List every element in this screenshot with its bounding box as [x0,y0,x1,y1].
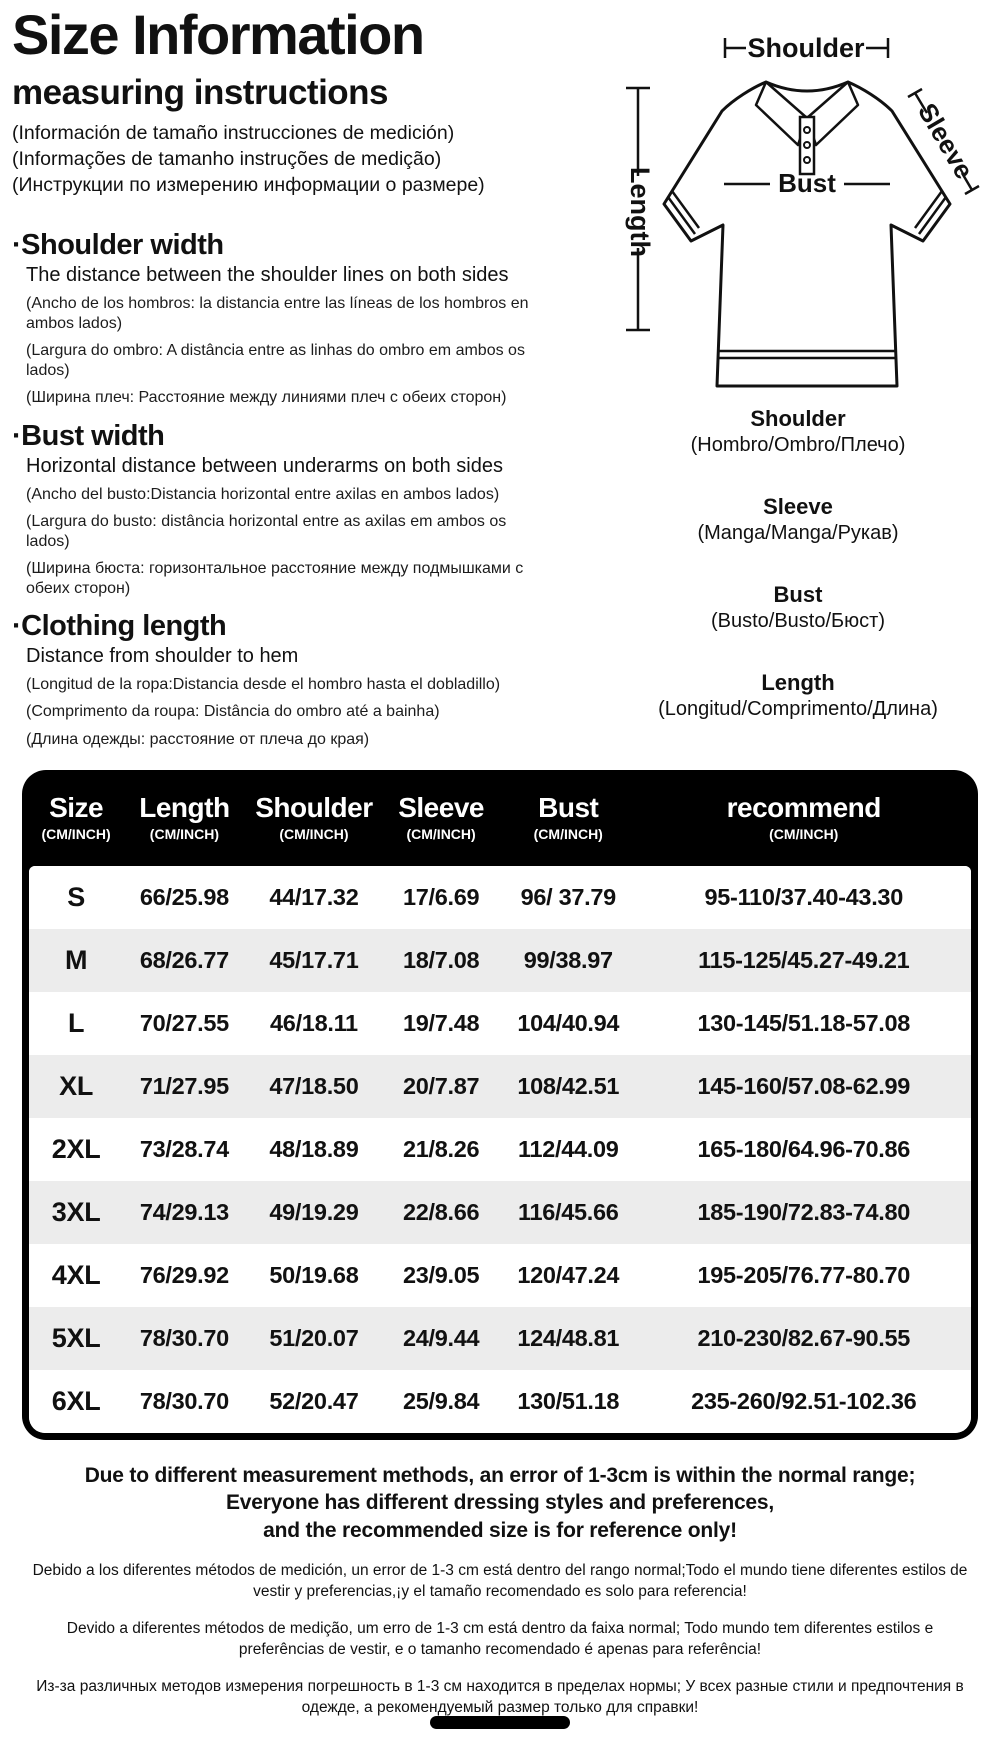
button-icon [804,127,810,133]
column-unit-note: (CM/INCH) [533,826,603,842]
value-cell: 21/8.26 [402,1136,480,1162]
value-cell: 130/51.18 [517,1388,620,1414]
value-cell: 104/40.94 [517,1010,620,1036]
legend-translation: (Manga/Manga/Рукав) [697,522,899,544]
value-cell: 130-145/51.18-57.08 [697,1010,910,1036]
subtitle-translation-ru: (Инструкции по измерению информации о размере) [12,174,485,197]
section-translation-ru: (Ширина бюста: горизонтальное расстояние между подмышками с обеих сторон) [26,559,524,598]
column-header-sleeve [382,794,500,842]
section-translation-ru: (Ширина плеч: Расстояние между линиями плеч с обеих сторон) [26,389,507,407]
value-cell: 95-110/37.40-43.30 [704,884,903,910]
value-cell: 74/29.13 [139,1199,229,1225]
value-cell: 73/28.74 [139,1136,229,1162]
legend-translation: (Busto/Busto/Бюст) [710,610,885,632]
size-cell: 3XL [51,1197,101,1227]
measurement-legend [560,406,1000,721]
value-cell: 145-160/57.08-62.99 [697,1073,910,1099]
legend-term: Length [761,670,835,695]
value-cell: 20/7.87 [402,1073,480,1099]
legend-term: Sleeve [763,494,833,519]
home-indicator-bar[interactable] [430,1716,570,1729]
table-row-2XL [29,1118,971,1181]
section-title: ·Shoulder width [12,228,224,261]
section-shoulder-width [12,228,546,409]
column-header-bust [500,794,637,842]
value-cell: 124/48.81 [517,1325,620,1351]
column-header-label: Length [139,792,230,823]
legend-bust [596,582,1000,633]
section-title: ·Clothing length [12,610,227,643]
value-cell: 116/45.66 [517,1199,619,1225]
size-cell: S [67,882,85,912]
column-unit-note: (CM/INCH) [769,826,839,842]
sleeve-label: Sleeve [912,97,980,185]
subtitle-translation-pt: (Informações de tamanho instruções de medição) [12,148,442,171]
table-row-3XL [29,1181,971,1244]
table-row-4XL [29,1244,971,1307]
section-title: ·Bust width [12,419,165,452]
value-cell: 23/9.05 [402,1262,480,1288]
button-icon [804,157,810,163]
value-cell: 51/20.07 [269,1325,359,1351]
column-header-label: Sleeve [398,792,484,823]
column-header-shoulder [246,794,383,842]
column-header-label: Shoulder [255,792,373,823]
section-translation-pt: (Largura do busto: distância horizontal entre as axilas em ambos os lados) [26,512,507,550]
value-cell: 165-180/64.96-70.86 [697,1136,910,1162]
section-translation-es: (Ancho del busto:Distancia horizontal entre axilas en ambos lados) [26,485,500,503]
value-cell: 47/18.50 [269,1073,359,1099]
length-label: Length [624,167,655,257]
column-unit-note: (CM/INCH) [149,826,220,842]
column-header-recommend [637,794,971,842]
column-header-size [29,794,123,842]
size-table [22,770,978,1440]
value-cell: 210-230/82.67-90.55 [697,1325,910,1351]
size-cell: M [64,945,88,975]
value-cell: 46/18.11 [270,1010,358,1036]
section-translation-pt: (Comprimento da roupa: Distância do ombro até a bainha) [26,703,440,721]
table-row-6XL [29,1370,971,1433]
value-cell: 76/29.92 [139,1262,229,1288]
value-cell: 49/19.29 [269,1199,359,1225]
section-clothing-length [12,612,546,749]
shoulder-label: Shoulder [747,33,865,63]
column-unit-note: (CM/INCH) [279,826,349,842]
section-bust-width [12,419,546,600]
column-header-length [123,794,245,842]
size-cell: XL [59,1071,94,1101]
value-cell: 78/30.70 [139,1388,229,1414]
table-row-M [29,929,971,992]
value-cell: 50/19.68 [269,1262,359,1288]
value-cell: 71/27.95 [139,1073,229,1099]
size-cell: L [67,1008,85,1038]
table-row-XL [29,1055,971,1118]
page-subtitle: measuring instructions [12,72,389,112]
section-translation-es: (Ancho de los hombros: la distancia entre las líneas de los hombros en ambos lados) [26,294,529,332]
size-cell: 2XL [51,1134,101,1164]
notice-spanish: Debido a los diferentes métodos de medición, un error de 1-3 cm está dentro del rango normal;Todo el mundo tiene diferentes estilos de vestir y preferencias,¡y el tamaño recomendado es solo para referencia! [32,1561,968,1600]
column-unit-note: (CM/INCH) [406,826,476,842]
notice-line: and the recommended size is for reference only! [263,1518,737,1542]
measuring-instructions-panel [12,3,546,757]
size-cell: 5XL [51,1323,101,1353]
section-description: The distance between the shoulder lines on both sides [26,263,509,286]
size-cell: 4XL [51,1260,101,1290]
notice-english [0,1462,1000,1544]
subtitle-translations [12,120,546,199]
value-cell: 68/26.77 [139,947,229,973]
value-cell: 112/44.09 [517,1136,619,1162]
value-cell: 24/9.44 [402,1325,480,1351]
button-icon [804,142,810,148]
subtitle-translation-es: (Información de tamaño instrucciones de medición) [12,121,455,144]
size-table-body [29,866,971,1433]
section-translation-pt: (Largura do ombro: A distância entre as linhas do ombro em ambos os lados) [26,342,525,380]
value-cell: 70/27.55 [139,1010,229,1036]
notice-portuguese: Devido a diferentes métodos de medição, um erro de 1-3 cm está dentro da faixa normal; Todo mundo tem diferentes estilos e preferências de vestir, e o tamanho recomendado é apenas para referência! [66,1620,934,1658]
column-header-label: Size [49,792,104,823]
legend-length [596,670,1000,721]
page-title: Size Information [12,3,424,66]
table-row-L [29,992,971,1055]
value-cell: 17/6.69 [402,884,480,910]
section-translation-es: (Longitud de la ropa:Distancia desde el hombro hasta el dobladillo) [26,676,501,694]
value-cell: 185-190/72.83-74.80 [697,1199,910,1225]
section-body [12,645,546,749]
value-cell: 25/9.84 [402,1388,480,1414]
table-row-S [29,866,971,929]
section-body [12,264,546,409]
value-cell: 108/42.51 [517,1073,620,1099]
value-cell: 45/17.71 [269,947,359,973]
legend-translation: (Hombro/Ombro/Плечо) [690,434,906,456]
size-cell: 6XL [51,1386,101,1416]
value-cell: 48/18.89 [269,1136,359,1162]
column-unit-note: (CM/INCH) [41,826,111,842]
value-cell: 78/30.70 [139,1325,229,1351]
value-cell: 19/7.48 [402,1010,480,1036]
notice-russian: Из-за различных методов измерения погрешность в 1-3 см находится в пределах нормы; У всех разные стили и предпочтения в одежде, а рекомендуемый размер только для справки! [36,1678,964,1716]
notice-line: Due to different measurement methods, an error of 1-3cm is within the normal range; [84,1464,916,1487]
value-cell: 120/47.24 [517,1262,620,1288]
value-cell: 22/8.66 [402,1199,480,1225]
value-cell: 235-260/92.51-102.36 [691,1388,917,1414]
section-translation-ru: (Длина одежды: расстояние от плеча до края) [26,730,370,748]
value-cell: 66/25.98 [139,884,229,910]
section-body [12,455,546,600]
legend-shoulder [596,406,1000,457]
diagram-panel [560,18,1000,758]
legend-term: Shoulder [750,406,846,431]
value-cell: 52/20.47 [269,1388,359,1414]
table-row-5XL [29,1307,971,1370]
legend-translation: (Longitud/Comprimento/Длина) [658,698,938,720]
value-cell: 96/ 37.79 [520,884,616,910]
value-cell: 18/7.08 [402,947,480,973]
section-description: Horizontal distance between underarms on both sides [26,454,503,477]
footer-notes [0,1462,1000,1719]
section-description: Distance from shoulder to hem [26,645,299,668]
value-cell: 195-205/76.77-80.70 [697,1262,910,1288]
value-cell: 44/17.32 [269,884,359,910]
column-header-label: Bust [538,792,599,823]
polo-shirt-svg [560,18,1000,390]
bust-label: Bust [778,168,836,198]
value-cell: 115-125/45.27-49.21 [698,947,910,973]
value-cell: 99/38.97 [523,947,613,973]
legend-sleeve [596,494,1000,545]
notice-line: Everyone has different dressing styles and preferences, [225,1491,775,1515]
column-header-label: recommend [726,792,881,823]
size-table-header [22,770,978,866]
legend-term: Bust [773,582,823,607]
polo-shirt-diagram [560,18,1000,390]
